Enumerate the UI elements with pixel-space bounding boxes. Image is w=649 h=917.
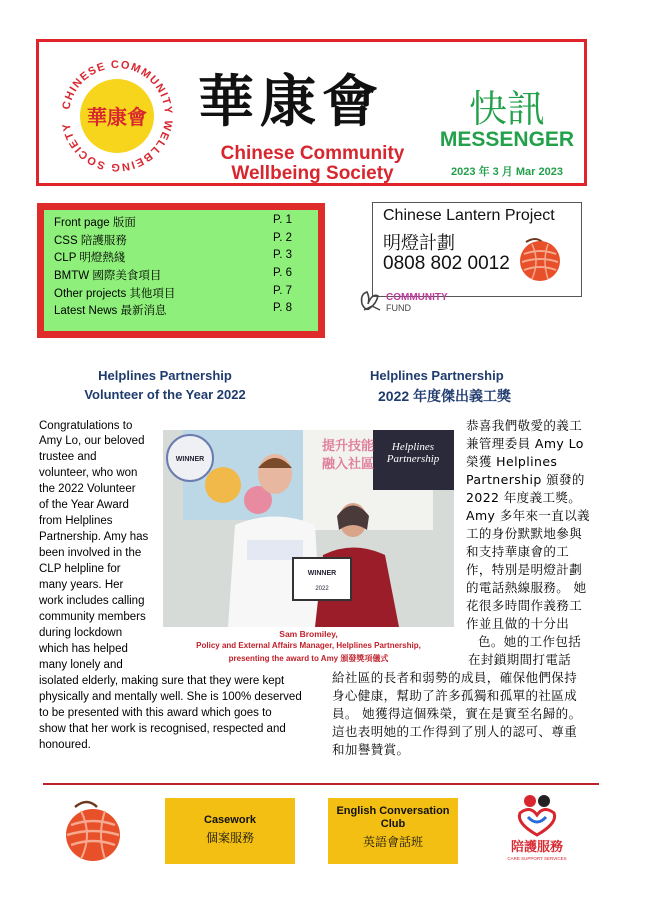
contents-page: P. 3 — [273, 249, 292, 261]
body-line: community members — [39, 611, 146, 623]
photo-badge-text: WINNER — [175, 456, 205, 463]
body-line: 給社區的長者和弱勢的成員，確保他們保持 — [332, 670, 578, 685]
care-logo-cn: 陪護服務 — [510, 840, 564, 855]
contents-title: CSS 陪護服務 — [54, 235, 127, 247]
body-line: 這也表明她的工作得到了別人的認可、尊重 — [332, 724, 578, 739]
contents-page: P. 8 — [273, 302, 292, 314]
care-logo-en: CARE SUPPORT SERVICES — [507, 856, 567, 861]
body-line: many lonely and — [39, 659, 123, 671]
footer-divider — [43, 783, 599, 785]
issue-date: 2023 年 3 月 Mar 2023 — [451, 166, 563, 178]
contents-page: P. 1 — [273, 214, 292, 226]
body-line: Partnership 頒發的 — [466, 472, 585, 487]
care-support-logo — [500, 793, 580, 863]
body-line: of the Year Award — [39, 499, 129, 511]
body-line: CLP helpline for — [39, 563, 121, 575]
article-heading-cn-line1: Helplines Partnership — [370, 368, 504, 383]
casework-label-cn: 個案服務 — [205, 831, 254, 845]
body-line: work includes calling — [39, 595, 145, 607]
clp-title-chinese: 明燈計劃 — [383, 233, 455, 254]
body-line: 作並且做的十分出 — [466, 616, 570, 631]
body-line: 兼管理委員 Amy Lo — [466, 436, 584, 451]
community-fund-label-2: FUND — [386, 303, 411, 313]
body-line: 和支持華康會的工 — [466, 544, 570, 559]
body-line: show that her work is recognised, respected and — [39, 723, 286, 735]
body-line: 的電話熱線服務。 她 — [466, 580, 587, 595]
title-chinese: 華康會 — [198, 69, 384, 135]
english-club-label-en-2: Club — [380, 818, 406, 830]
body-line: many years. Her — [39, 579, 124, 591]
body-line: which has helped — [39, 643, 128, 655]
body-line: 色。她的工作包括 — [478, 634, 582, 649]
messenger-chinese: 快訊 — [468, 87, 545, 131]
body-line: 和加譽贊賞。 — [332, 742, 410, 757]
body-line: Congratulations to — [39, 420, 133, 432]
photo-plaque-title: WINNER — [307, 570, 337, 577]
body-line: to be presented with this award which goes to — [39, 707, 272, 719]
title-english-line2: Wellbeing Society — [231, 163, 394, 184]
photo-caption-line1: Sam Bromiley, — [279, 629, 338, 639]
body-line: Partnership. Amy has — [39, 531, 149, 543]
photo-hp-logo-1: Helplines — [391, 441, 435, 453]
photo-caption-line3: presenting the award to Amy 頒發獎項儀式 — [228, 654, 389, 663]
body-line: honoured. — [39, 739, 91, 751]
body-line: volunteer, who won — [39, 467, 138, 479]
english-club-label-cn: 英語會話班 — [362, 835, 423, 849]
photo-plaque-year: 2022 — [315, 586, 329, 592]
casework-label-en: Casework — [204, 814, 256, 826]
lantern-icon — [512, 232, 564, 284]
body-line: 作，特別是明燈計劃 — [466, 562, 583, 577]
body-line: 花很多時間作義務工 — [466, 598, 583, 613]
body-line: 工的身份默默地參與 — [466, 526, 583, 541]
contents-title: Front page 版面 — [54, 217, 136, 229]
contents-title: Latest News 最新消息 — [54, 305, 167, 317]
contents-title: CLP 明燈熱綫 — [54, 252, 126, 264]
body-line: 員。 她獲得這個殊榮，實在是實至名歸的。 — [332, 706, 582, 721]
casework-box[interactable] — [165, 798, 295, 864]
contents-page: P. 7 — [273, 285, 292, 297]
body-line: 榮獲 Helplines — [466, 454, 558, 469]
photo-banner-2: 融入社區 — [321, 457, 375, 472]
body-line: 身心健康，幫助了許多孤獨和孤單的社區成 — [332, 688, 578, 703]
article-heading-cn-line2: 2022 年度傑出義工獎 — [378, 388, 512, 404]
article-heading-en-line2: Volunteer of the Year 2022 — [84, 387, 246, 402]
ccws-logo — [53, 52, 181, 180]
messenger-english: MESSENGER — [439, 128, 575, 151]
lantern-icon — [55, 795, 125, 865]
body-line: 在封鎖期間打電話 — [468, 652, 572, 667]
photo-hp-logo-2: Partnership — [386, 453, 440, 465]
body-line: 2022 年度義工獎。 — [466, 490, 582, 505]
english-club-label-en: English Conversation — [336, 805, 450, 817]
logo-ring-text: CHINESE COMMUNITY WELLBEING SOCIETY — [60, 58, 175, 174]
photo-caption-line2: Policy and External Affairs Manager, Helplines Partnership, — [196, 641, 421, 650]
body-line: during lockdown — [39, 627, 123, 639]
body-line: been involved in the — [39, 547, 142, 559]
award-photo — [163, 430, 454, 627]
body-line: trustee and — [39, 451, 97, 463]
clp-phone-number: 0808 802 0012 — [383, 253, 510, 274]
body-line: physically and mentally well. She is 100% deserved — [39, 691, 302, 703]
clp-title-english: Chinese Lantern Project — [383, 207, 555, 224]
title-english-line1: Chinese Community — [220, 143, 405, 164]
contents-title: BMTW 國際美食項目 — [54, 270, 162, 282]
logo-center-text: 華康會 — [87, 105, 147, 129]
body-line: Amy Lo, our beloved — [39, 435, 145, 447]
body-line: isolated elderly, making sure that they were kept — [39, 675, 285, 687]
body-line: from Helplines — [39, 515, 113, 527]
community-fund-label: COMMUNITY — [386, 292, 448, 303]
body-line: the 2022 Volunteer — [39, 483, 136, 495]
body-line: Amy 多年來一直以義 — [466, 508, 590, 523]
article-heading-en-line1: Helplines Partnership — [98, 368, 232, 383]
english-club-box[interactable] — [328, 798, 458, 864]
contents-page: P. 6 — [273, 267, 292, 279]
contents-title: Other projects 其他項目 — [54, 288, 176, 300]
body-line: 恭喜我們敬愛的義工 — [466, 418, 583, 433]
contents-page: P. 2 — [273, 232, 292, 244]
photo-banner-1: 提升技能 — [321, 439, 375, 454]
